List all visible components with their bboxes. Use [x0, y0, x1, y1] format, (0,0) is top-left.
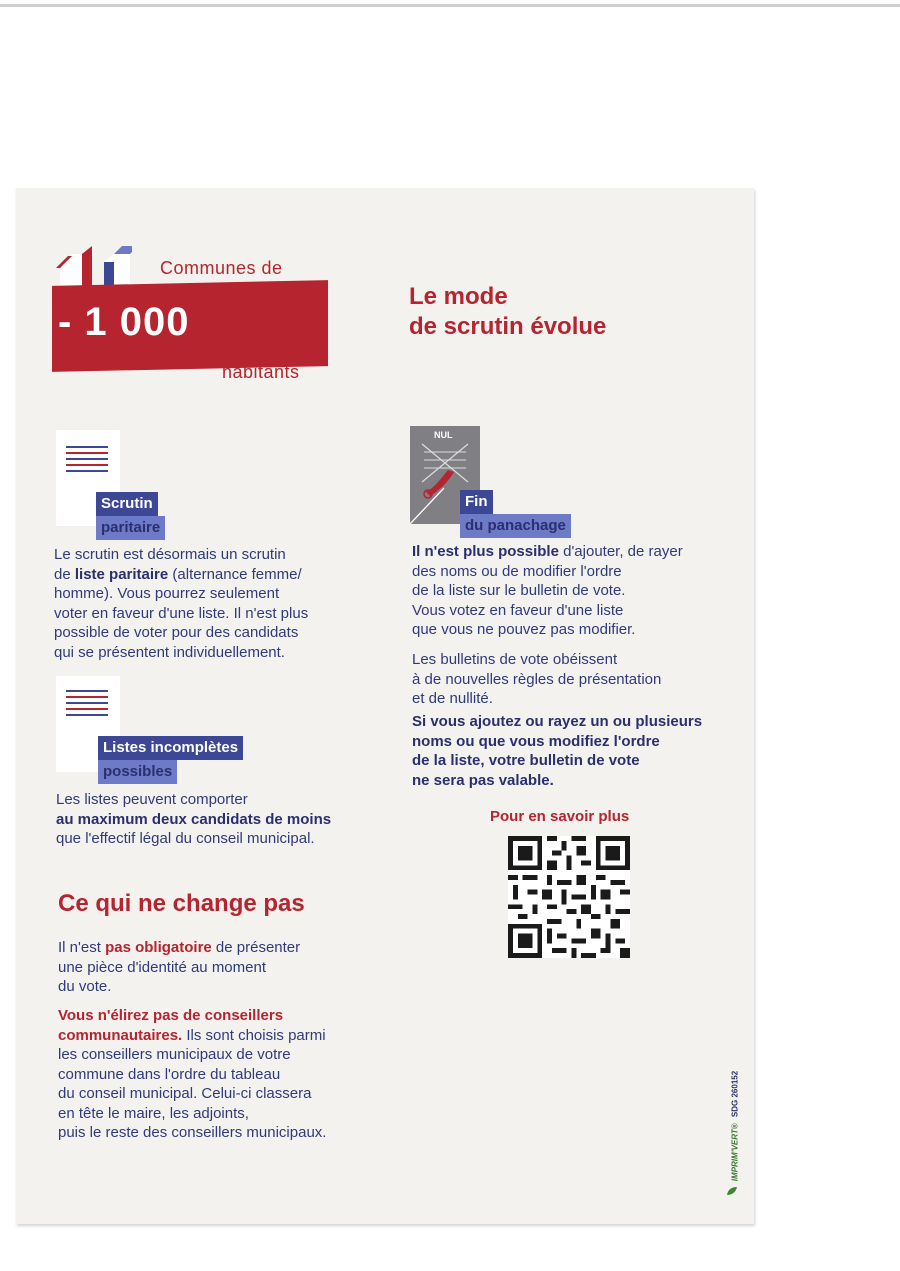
ne-change-pas-text-2: Vous n'élirez pas de conseillers communautaires. Ils sont choisis parmi les conseillers municipaux de votre commune dans l'ordre du tableau du conseil municipal. Celui-ci classera en tête le maire, les adjoints, puis le reste des conseillers municipaux. — [58, 1007, 327, 1141]
tag-listes-incompletes: Listes incomplètes possibles — [98, 736, 243, 784]
communes-de-label: Communes de — [160, 258, 283, 278]
fin-panachage-text-2: Les bulletins de vote obéissent à de nouvelles règles de présentation et de nullité. — [412, 651, 662, 707]
qr-code-icon[interactable] — [508, 836, 630, 958]
ballot-nul-icon: NUL — [410, 426, 480, 524]
listes-incompletes-text: Les listes peuvent comporter au maximum deux candidats de moins que l'effectif légal du conseil municipal. — [56, 791, 332, 847]
scan-edge — [0, 4, 900, 7]
leaf-icon — [726, 1186, 738, 1196]
fin-panachage-text-3: Si vous ajoutez ou rayez un ou plusieurs noms ou que vous modifiez l'ordre de la liste, votre bulletin de vote ne sera pas valable. — [412, 713, 703, 789]
scrutin-paritaire-text: Le scrutin est désormais un scrutin de liste paritaire (alternance femme/ homme). Vous pourrez seulement voter en faveur d'une liste. Il n'est plus possible de voter pour des candidats qui se présentent individuellement. — [54, 546, 309, 661]
leaflet-page — [16, 188, 754, 1224]
tag-scrutin-paritaire: Scrutin paritaire — [96, 492, 165, 540]
habitants-label: habitants — [222, 362, 300, 382]
tag-fin-panachage: Fin du panachage — [460, 490, 571, 538]
imprint-mark: IMPRIM'VERT® SDG 260152 — [730, 1070, 740, 1182]
page-title: Le mode de scrutin évolue — [409, 283, 607, 340]
savoir-plus-label: Pour en savoir plus — [490, 808, 630, 825]
population-number: - 1 000 — [58, 300, 190, 344]
fin-panachage-text-1: Il n'est plus possible d'ajouter, de rayer des noms ou de modifier l'ordre de la liste sur le bulletin de vote. Vous votez en faveur d'une liste que vous ne pouvez pas modifier. — [412, 543, 683, 638]
section-title-ce-qui-ne-change-pas: Ce qui ne change pas — [58, 890, 305, 917]
ne-change-pas-text-1: Il n'est pas obligatoire de présenter une pièce d'identité au moment du vote. — [58, 939, 301, 995]
